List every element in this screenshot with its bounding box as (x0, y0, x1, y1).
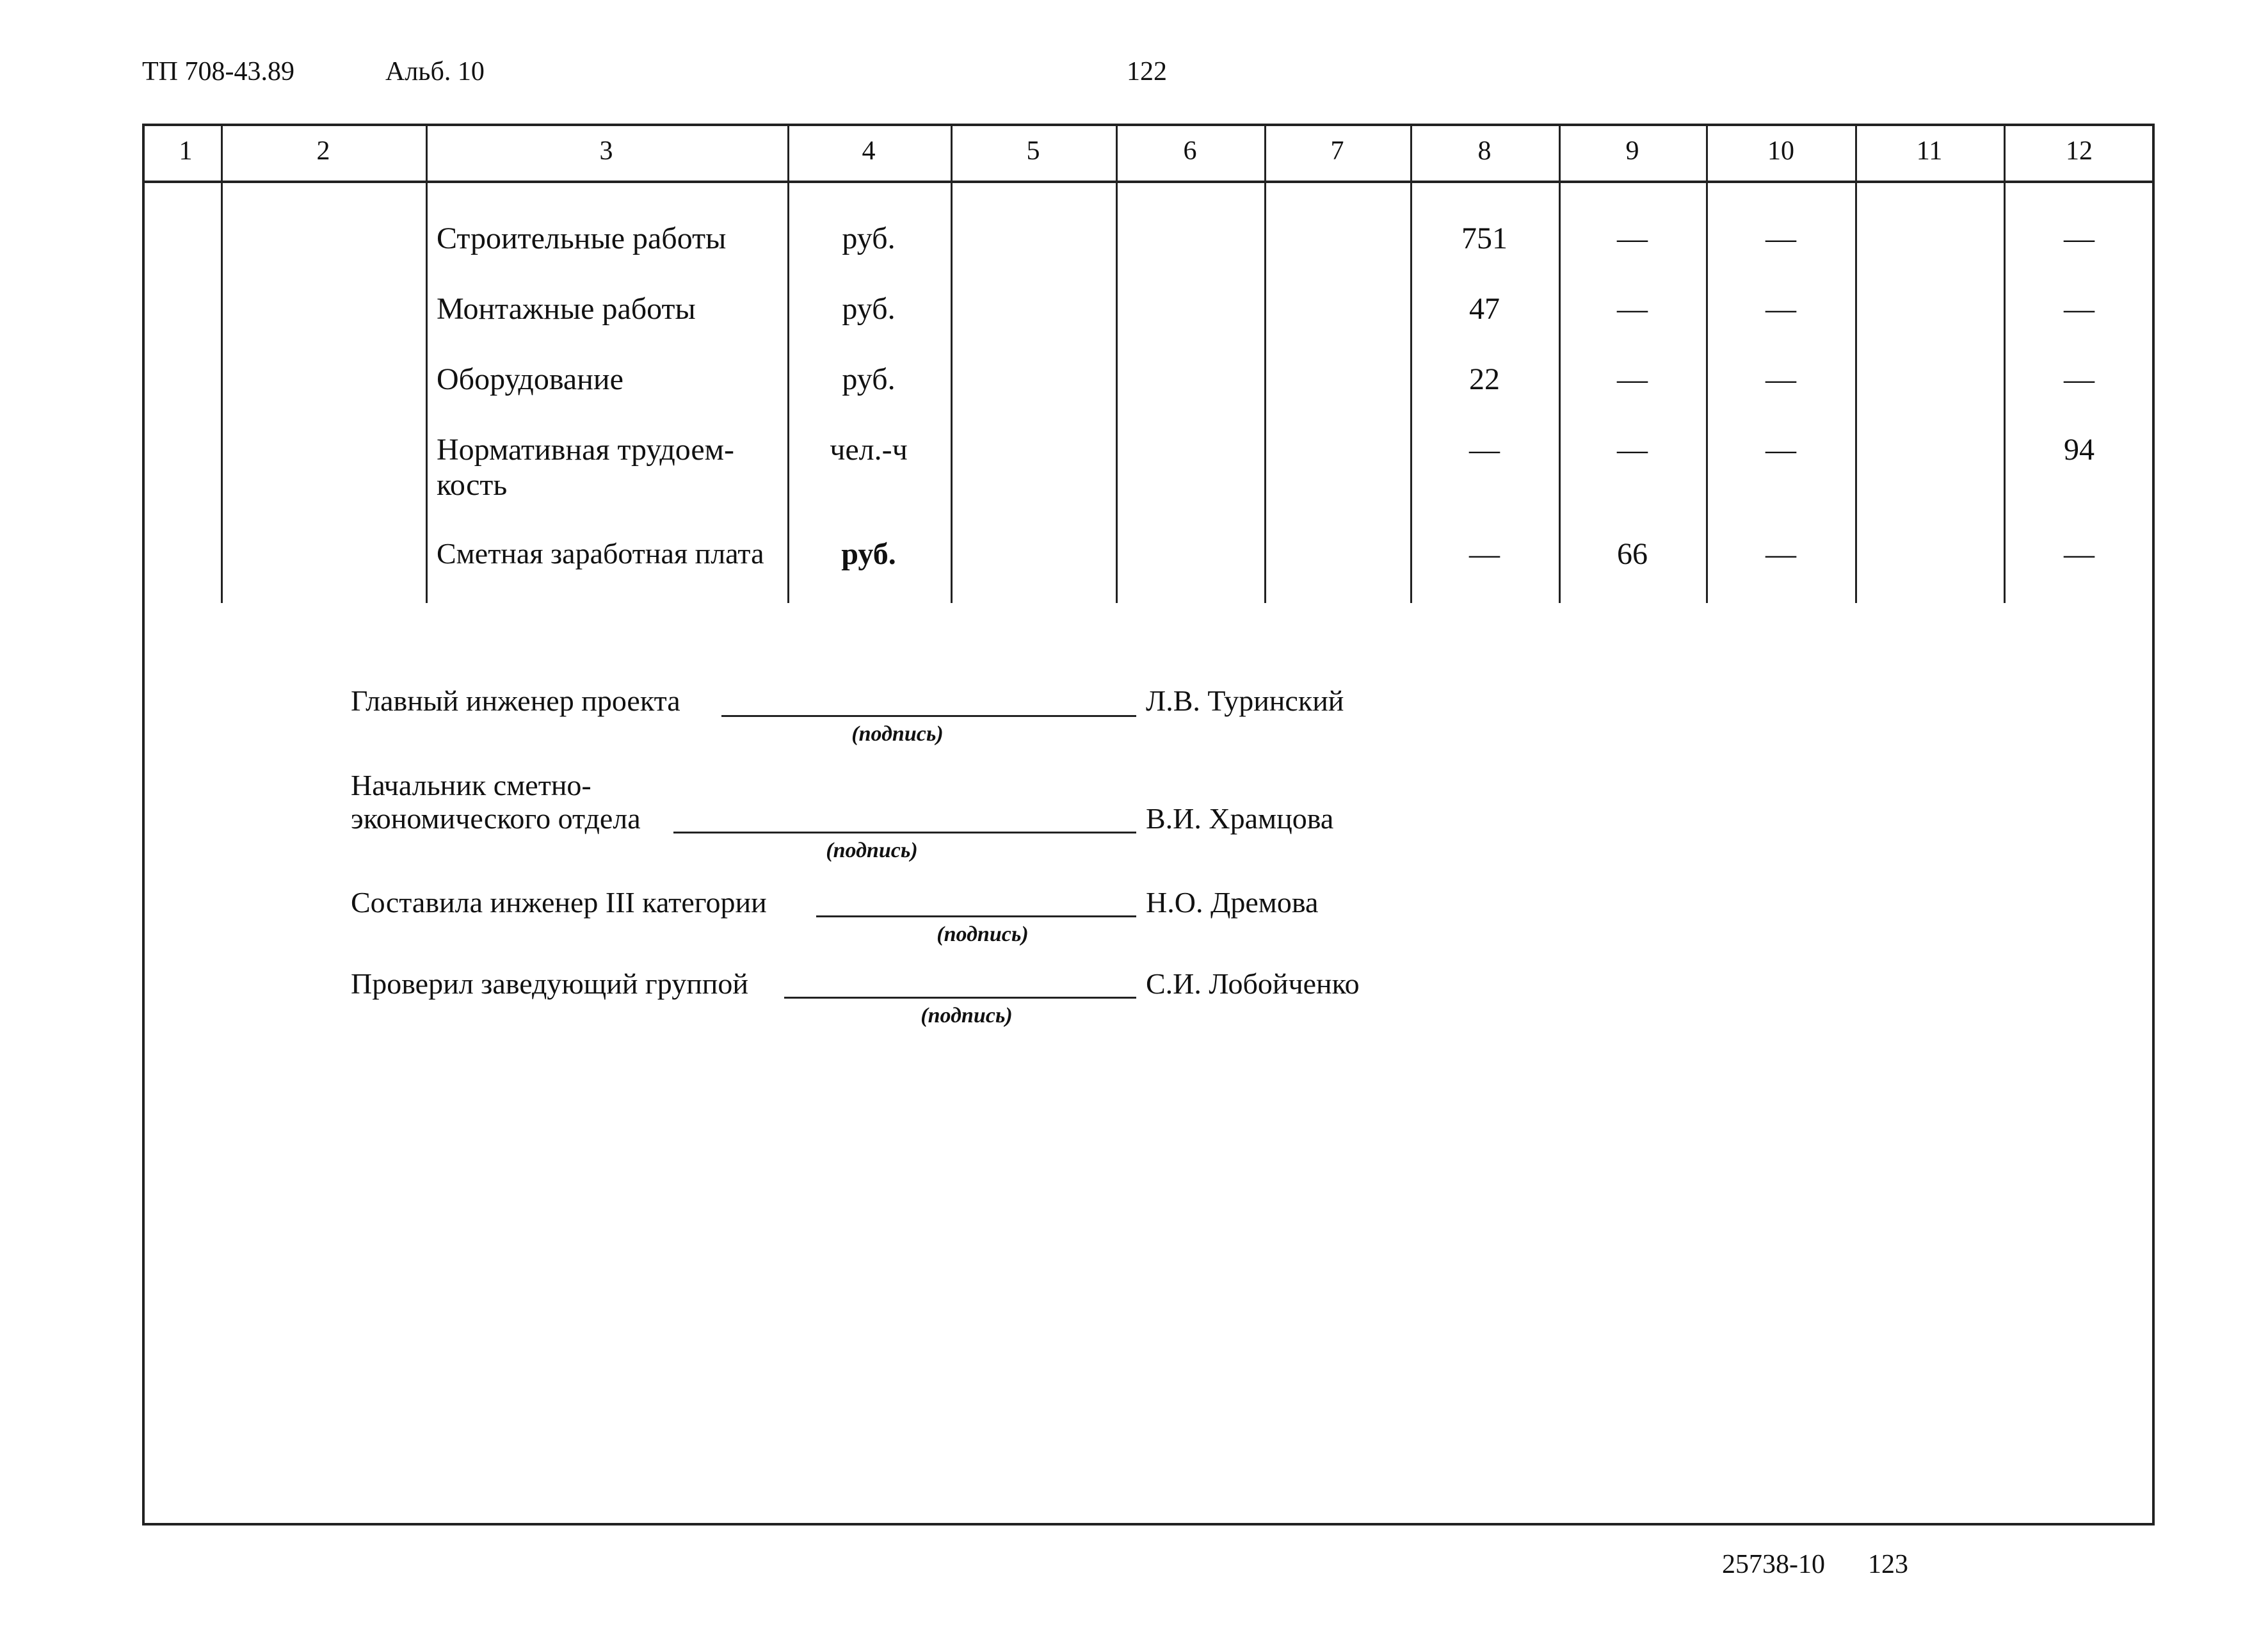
cell-col10: — (1765, 433, 1796, 467)
column-number: 7 (1330, 136, 1344, 166)
signature-label: Проверил заведующий группой (351, 967, 749, 1000)
signature-caption: (подпись) (921, 1004, 1013, 1027)
cell-col8: 22 (1469, 362, 1500, 396)
cell-col9: — (1617, 433, 1648, 467)
col-divider (1264, 126, 1266, 603)
footer-page-number: 123 (1868, 1550, 1908, 1579)
cell-col12: — (2064, 537, 2095, 571)
signature-label: Главный инженер проекта (351, 684, 680, 717)
cell-col12: 94 (2064, 433, 2095, 467)
col-divider (1116, 126, 1118, 603)
col-divider (1410, 126, 1412, 603)
column-number: 4 (862, 136, 876, 166)
signature-line (784, 997, 1136, 999)
col-divider (426, 126, 428, 603)
cell-col10: — (1765, 362, 1796, 396)
row-name: Сметная заработная плата (437, 537, 764, 570)
row-name: Строительные работы (437, 221, 727, 255)
cell-col10: — (1765, 221, 1796, 255)
album-label: Альб. 10 (385, 57, 485, 86)
col-divider (787, 126, 789, 603)
signature-label: Начальник сметно- (351, 769, 591, 801)
column-number: 3 (599, 136, 613, 166)
cell-col8: — (1469, 537, 1500, 571)
signature-name: В.И. Храмцова (1146, 802, 1334, 835)
cell-col12: — (2064, 292, 2095, 326)
cell-col9: — (1617, 221, 1648, 255)
column-number: 11 (1916, 136, 1943, 166)
cell-col10: — (1765, 537, 1796, 571)
signature-name: Н.О. Дремова (1146, 886, 1319, 919)
col-divider (2004, 126, 2006, 603)
signature-caption: (подпись) (826, 839, 918, 862)
col-divider (1855, 126, 1857, 603)
header-divider (142, 181, 2155, 183)
cell-col9: — (1617, 362, 1648, 396)
footer-doc-number: 25738-10 (1722, 1550, 1825, 1579)
signature-label-continued: экономического отдела (351, 802, 641, 835)
row-name: Оборудование (437, 362, 623, 396)
row-name-continued: кость (437, 468, 508, 502)
cell-col12: — (2064, 221, 2095, 255)
cell-col8: 47 (1469, 292, 1500, 326)
document-code: ТП 708-43.89 (142, 57, 294, 86)
page-number: 122 (1127, 57, 1167, 86)
cell-col10: — (1765, 292, 1796, 326)
cell-col9: — (1617, 292, 1648, 326)
col-divider (1559, 126, 1561, 603)
cell-col12: — (2064, 362, 2095, 396)
column-number: 6 (1183, 136, 1197, 166)
col-divider (1706, 126, 1708, 603)
signature-label: Составила инженер III категории (351, 886, 767, 919)
cell-col8: 751 (1461, 221, 1508, 255)
signature-caption: (подпись) (851, 722, 944, 746)
column-number: 2 (316, 136, 330, 166)
signature-line (673, 832, 1136, 833)
signature-line (816, 915, 1136, 917)
signature-name: С.И. Лобойченко (1146, 967, 1360, 1000)
column-number: 5 (1026, 136, 1040, 166)
column-number: 1 (179, 136, 193, 166)
column-number: 8 (1477, 136, 1492, 166)
col-divider (221, 126, 223, 603)
row-unit: чел.-ч (830, 433, 908, 467)
row-unit: руб. (842, 221, 896, 255)
column-number: 10 (1767, 136, 1794, 166)
signature-line (721, 715, 1136, 717)
row-unit: руб. (842, 292, 896, 326)
column-number: 9 (1625, 136, 1639, 166)
signature-caption: (подпись) (937, 922, 1029, 946)
row-name: Монтажные работы (437, 292, 696, 326)
row-unit: руб. (841, 537, 896, 571)
cell-col8: — (1469, 433, 1500, 467)
row-unit: руб. (842, 362, 896, 396)
signature-name: Л.В. Туринский (1146, 684, 1344, 717)
cell-col9: 66 (1617, 537, 1648, 571)
row-name: Нормативная трудоем- (437, 433, 735, 467)
col-divider (951, 126, 953, 603)
column-number: 12 (2066, 136, 2093, 166)
